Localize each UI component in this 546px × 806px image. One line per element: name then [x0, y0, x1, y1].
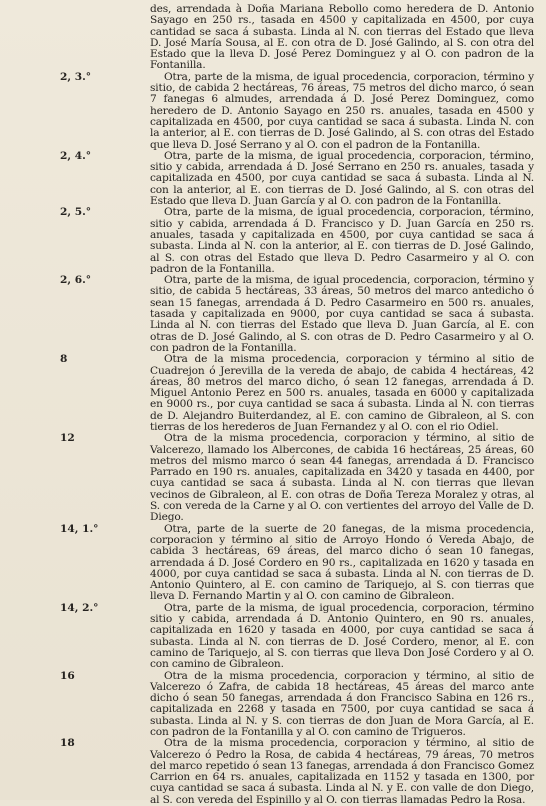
- entry-number: 2, 5.°: [60, 206, 92, 219]
- entry-number: 16: [60, 669, 75, 682]
- entry-18: [0, 738, 546, 806]
- entry-text: Otra de la misma procedencia, corporacion y término al sitio de Cuadrejon ó Jerevilla de la vereda de abajo, de cabida 4 hectáreas, 42 áreas, 80 metros del marco dicho, ó sean 12 fanegas, arrendada á D. Miguel Antonio Perez en 500 rs. anuales, tasada en 6000 y capitalizada en 9000 rs., por cuya cantidad se saca á subasta. Linda al N. con tierras de D. Alejandro Buiterdandez, al E. con camino de Gibraleon, al S. con tierras de los herederos de Juan Fernandez y al O. con el rio Odiel.: [150, 353, 534, 433]
- entry-2-5: [0, 207, 546, 275]
- entry-number: 12: [60, 432, 75, 445]
- entry-text: Otra, parte de la suerte de 20 fanegas, de la misma procedencia, corporacion y término al sitio de Arroyo Hondo ó Vereda Abajo, de cabida 3 hectáreas, 69 áreas, del marco dicho ó sean 10 fanegas, arrendada á D. José Cordero en 90 rs., capitalizada en 1620 y tasada en 4000, por cuya cantidad se saca á subasta. Linda al N. con tierras de D. Antonio Quintero, al E. con camino de Tariquejo, al S. con tierras que lleva D. Fernando Martin y al O. con camino de Gibraleon.: [150, 522, 534, 603]
- entry-text: Otra, parte de la misma, de igual procedencia, corporacion, término, sitio y cabida, arrendada á D. Francisco y D. Juan García en 250 rs. anuales, tasada y capitalizada en 4500, por cuya cantidad se saca á subasta. Linda al N. con la anterior, al E. con tierras de D. José Galindo, al S. con otras del Estado que lleva D. Pedro Casarmeiro y al O. con padron de la Fontanilla.: [150, 206, 534, 275]
- entry-number: 2, 6.°: [60, 274, 92, 287]
- entry-2-6: [0, 275, 546, 354]
- entry-text: Otra de la misma procedencia, corporacion y término, al sitio de Valcerezo ó Zafra, de cabida 18 hectáreas, 45 áreas del marco ante dicho ó sean 50 fanegas, arrendada á don Francisco Sabina en 126 rs., capitalizada en 2268 y tasada en 7500, por cuya cantidad se saca á subasta. Linda al N. y S. con tierras de don Juan de Mora García, al E. con padron de la Fontanilla y al O. con camino de Trigueros.: [150, 669, 534, 738]
- entry-text: Otra, parte de la misma, de igual procedencia, corporacion, término y sitio, de cabida 5 hectáreas, 33 áreas, 50 metros del marco antedicho ó sean 15 fanegas, arrendada á D. Pedro Casarmeiro en 500 rs. anuales, tasada y capitalizada en 9000, por cuya cantidad se saca á subasta. Linda al N. con tierras del Estado que lleva D. Juan García, al E. con otras de D. José Galindo, al S. con otras de D. Pedro Casarmeiro y al O. con padron de la Fontanilla.: [150, 274, 534, 354]
- entry-number: 2, 3.°: [60, 70, 92, 83]
- entry-16: [0, 671, 546, 739]
- entry-8: [0, 354, 546, 433]
- entry-text: Otra de la misma procedencia, corporacion y término, al sitio de Valcerezo, llamado los Albercones, de cabida 16 hectáreas, 25 áreas, 60 metros del mismo marco ó sean 44 fanegas, arrendada á D. Francisco Parrado en 190 rs. anuales, capitalizada en 3420 y tasada en 4400, por cuya cantidad se saca á subasta. Linda al N. con tierras que llevan vecinos de Gibraleon, al E. con otras de Doña Tereza Moralez y otras, al S. con vereda de la Carne y al O. con vertientes del arroyo del Valle de D. Diego.: [150, 432, 534, 524]
- entry-number: 14, 2.°: [60, 601, 99, 614]
- entries-list: [0, 4, 546, 806]
- entry-text: des, arrendada à Doña Mariana Rebollo como heredera de D. Antonio Sayago en 250 rs., tasada en 4500 y capitalizada en 4500, por cuya cantidad se saca á subasta. Linda al N. con tierras del Estado que lleva D. José María Sousa, al E. con otra de D. José Galindo, al S. con otra del Estado que la lleva D. José Perez Dominguez y al O. con padron de la Fontanilla.: [150, 3, 534, 72]
- entry-12: [0, 433, 546, 523]
- entry-2-4: [0, 151, 546, 207]
- entry-text: Otra, parte de la misma, de igual procedencia, corporacion, término, sitio y cabida, arrendada á D. José Serrano en 250 rs. anuales, tasada y capitalizada en 4500, por cuya cantidad se saca á subasta. Linda al N. con la anterior, al E. con tierras de D. José Galindo, al S. con otras del Estado que lleva D. Juan García y al O. con padron de la Fontanilla.: [150, 149, 534, 208]
- entry-number: 14, 1.°: [60, 522, 99, 535]
- entry-text: Otra, parte de la misma, de igual procedencia, corporacion, término y sitio, de cabida 2 hectáreas, 76 áreas, 75 metros del dicho marco, ó sean 7 fanegas 6 almudes, arrendada á D. José Perez Dominguez, como heredero de D. Antonio Sayago en 250 rs. anuales, tasada en 4500 y capitalizada en 4500, por cuya cantidad se saca á subasta. Linda N. con la anterior, al E. con tierras de D. José Galindo, al S. con otras del Estado que lleva D. José Serrano y al O. con el padron de la Fontanilla.: [150, 70, 534, 151]
- entry-number: 2, 4.°: [60, 149, 92, 162]
- entry-text: Otra, parte de la misma, de igual procedencia, corporacion, término sitio y cabida, arrendada á D. Antonio Quintero, en 90 rs. anuales, capitalizada en 1620 y tasada en 4000, por cuya cantidad se saca á subasta. Linda al N. con tierras de D. José Cordero, menor, al E. con camino de Tariquejo, al S. con tierras que lleva Don José Cordero y al O. con camino de Gibraleon.: [150, 601, 534, 671]
- entry-14-1: [0, 524, 546, 603]
- entry-number: 18: [60, 737, 75, 750]
- entry-continuation: [0, 4, 546, 72]
- entry-number: 8: [60, 353, 68, 366]
- entry-text: Otra de la misma procedencia, corporacion y término, al sitio de Valcerezo ó Pedro la Rosa, de cabida 4 hectáreas, 79 áreas, 70 metros del marco repetido ó sean 13 fanegas, arrendada á don Francisco Gomez Carrion en 64 rs. anuales, capitalizada en 1152 y tasada en 1300, por cuya cantidad se saca á subasta. Linda al N. y E. con valle de don Diego, al S. con vereda del Espinillo y al O. con tierras llamadas Pedro la Rosa.: [150, 737, 534, 806]
- entry-14-2: [0, 603, 546, 671]
- entry-2-3: [0, 72, 546, 151]
